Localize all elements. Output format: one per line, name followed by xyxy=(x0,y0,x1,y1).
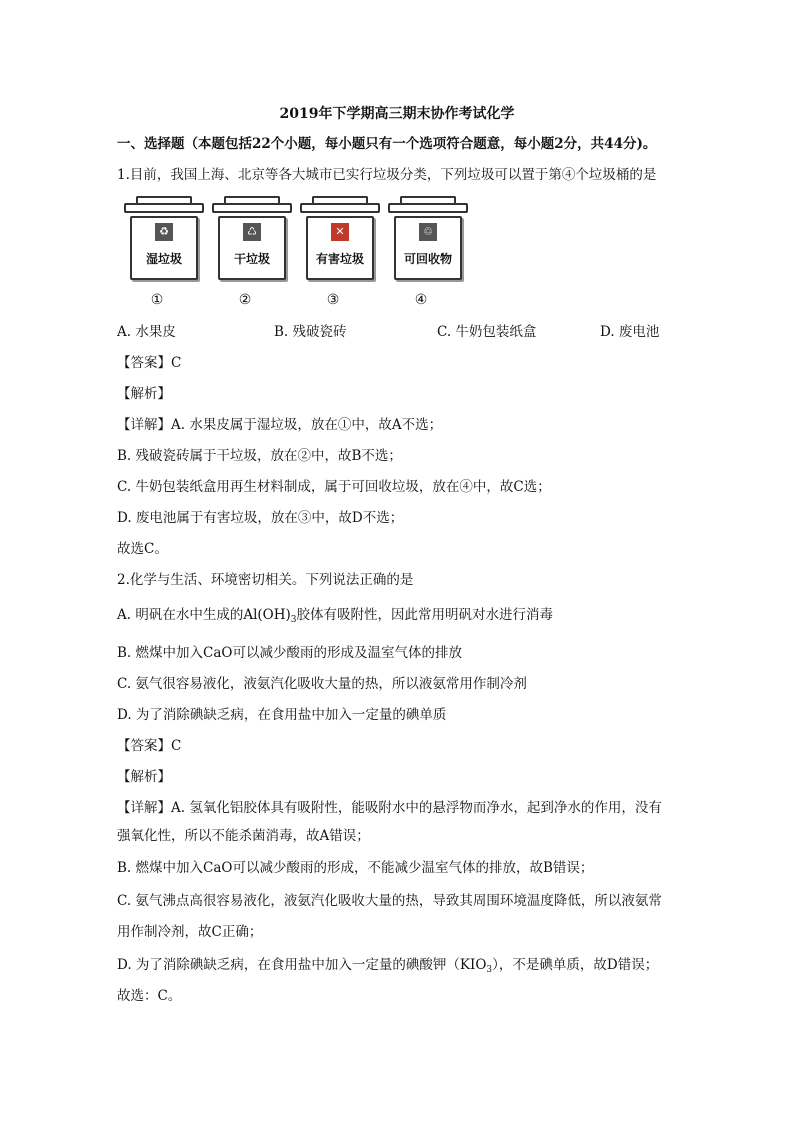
bin-number: ④ xyxy=(414,292,428,308)
q1-detail-a: 【详解】A. 水果皮属于湿垃圾，放在①中，故A不选； xyxy=(117,417,443,433)
q2-detail-c1: C. 氨气沸点高很容易液化，液氨汽化吸收大量的热，导致其周围环境温度降低，所以液氨常 xyxy=(117,893,662,909)
q1-choice-b: B. 残破瓷砖 xyxy=(274,324,347,340)
q2-detail-d-pre: D. 为了消除碘缺乏病，在食用盐中加入一定量的碘酸钾（KIO xyxy=(117,957,487,973)
bin-2 xyxy=(210,196,294,316)
bin-label: 干垃圾 xyxy=(233,252,270,266)
q2-choice-a xyxy=(117,605,687,630)
q1-detail-d: D. 废电池属于有害垃圾，放在③中，故D不选； xyxy=(117,510,404,526)
bin-4 xyxy=(386,196,470,316)
bin-number: ③ xyxy=(326,292,340,308)
section-heading: 一、选择题（本题包括22个小题，每小题只有一个选项符合题意，每小题2分，共44分)。 xyxy=(117,136,657,152)
exam-title: 2019年下学期高三期末协作考试化学 xyxy=(279,106,515,122)
bin-label: 湿垃圾 xyxy=(145,252,182,266)
bin-3 xyxy=(298,196,382,316)
q1-choice-a: A. 水果皮 xyxy=(117,324,176,340)
bin-number: ② xyxy=(238,292,252,308)
wet-waste-icon: ♻ xyxy=(155,223,173,241)
q2-choice-c: C. 氨气很容易液化，液氨汽化吸收大量的热，所以液氨常用作制冷剂 xyxy=(117,676,527,692)
q2-stem: 2.化学与生活、环境密切相关。下列说法正确的是 xyxy=(117,572,414,588)
bin-label: 有害垃圾 xyxy=(315,252,364,266)
q2-detail-c2: 用作制冷剂，故C正确； xyxy=(117,924,263,940)
recyclable-icon: ♲ xyxy=(419,223,437,241)
q2-detail-d-post: ），不是碘单质，故D错误； xyxy=(492,957,659,973)
q2-answer: 【答案】C xyxy=(117,738,182,754)
q2-detail-a1: 【详解】A. 氢氧化铝胶体具有吸附性，能吸附水中的悬浮物而净水，起到净水的作用，没有 xyxy=(117,800,662,816)
q1-choice-c: C. 牛奶包装纸盒 xyxy=(437,324,537,340)
q2-choice-a-pre: A. 明矾在水中生成的Al(OH) xyxy=(117,607,291,623)
q2-choice-a-post: 胶体有吸附性，因此常用明矾对水进行消毒 xyxy=(296,607,554,623)
q1-detail-b: B. 残破瓷砖属于干垃圾，放在②中，故B不选； xyxy=(117,448,402,464)
dry-waste-icon: ♺ xyxy=(243,223,261,241)
q1-detail-c: C. 牛奶包装纸盒用再生材料制成，属于可回收垃圾，放在④中，故C选； xyxy=(117,479,551,495)
bin-1 xyxy=(122,196,206,316)
q1-stem: 1.目前，我国上海、北京等各大城市已实行垃圾分类，下列垃圾可以置于第④个垃圾桶的是 xyxy=(117,167,657,183)
q2-choice-a-sub: 3 xyxy=(290,615,297,625)
hazardous-waste-icon: ✕ xyxy=(331,223,349,241)
q1-choices xyxy=(117,320,717,342)
q2-choice-b: B. 燃煤中加入CaO可以减少酸雨的形成及温室气体的排放 xyxy=(117,645,462,661)
q2-detail-d-sub: 3 xyxy=(486,965,493,975)
q2-analysis: 【解析】 xyxy=(117,769,171,785)
q2-conclusion: 故选：C。 xyxy=(117,988,182,1004)
q1-choice-d: D. 废电池 xyxy=(600,324,660,340)
q1-answer: 【答案】C xyxy=(117,355,182,371)
bin-label: 可回收物 xyxy=(403,252,452,266)
trash-bins-figure xyxy=(122,196,482,316)
bin-number: ① xyxy=(150,292,164,308)
q2-detail-b: B. 燃煤中加入CaO可以减少酸雨的形成，不能减少温室气体的排放，故B错误； xyxy=(117,860,594,876)
q2-detail-a2: 强氧化性，所以不能杀菌消毒，故A错误； xyxy=(117,828,370,844)
q2-detail-d xyxy=(117,955,687,980)
q1-analysis: 【解析】 xyxy=(117,386,171,402)
q2-choice-d: D. 为了消除碘缺乏病，在食用盐中加入一定量的碘单质 xyxy=(117,707,447,723)
q1-conclusion: 故选C。 xyxy=(117,541,168,557)
